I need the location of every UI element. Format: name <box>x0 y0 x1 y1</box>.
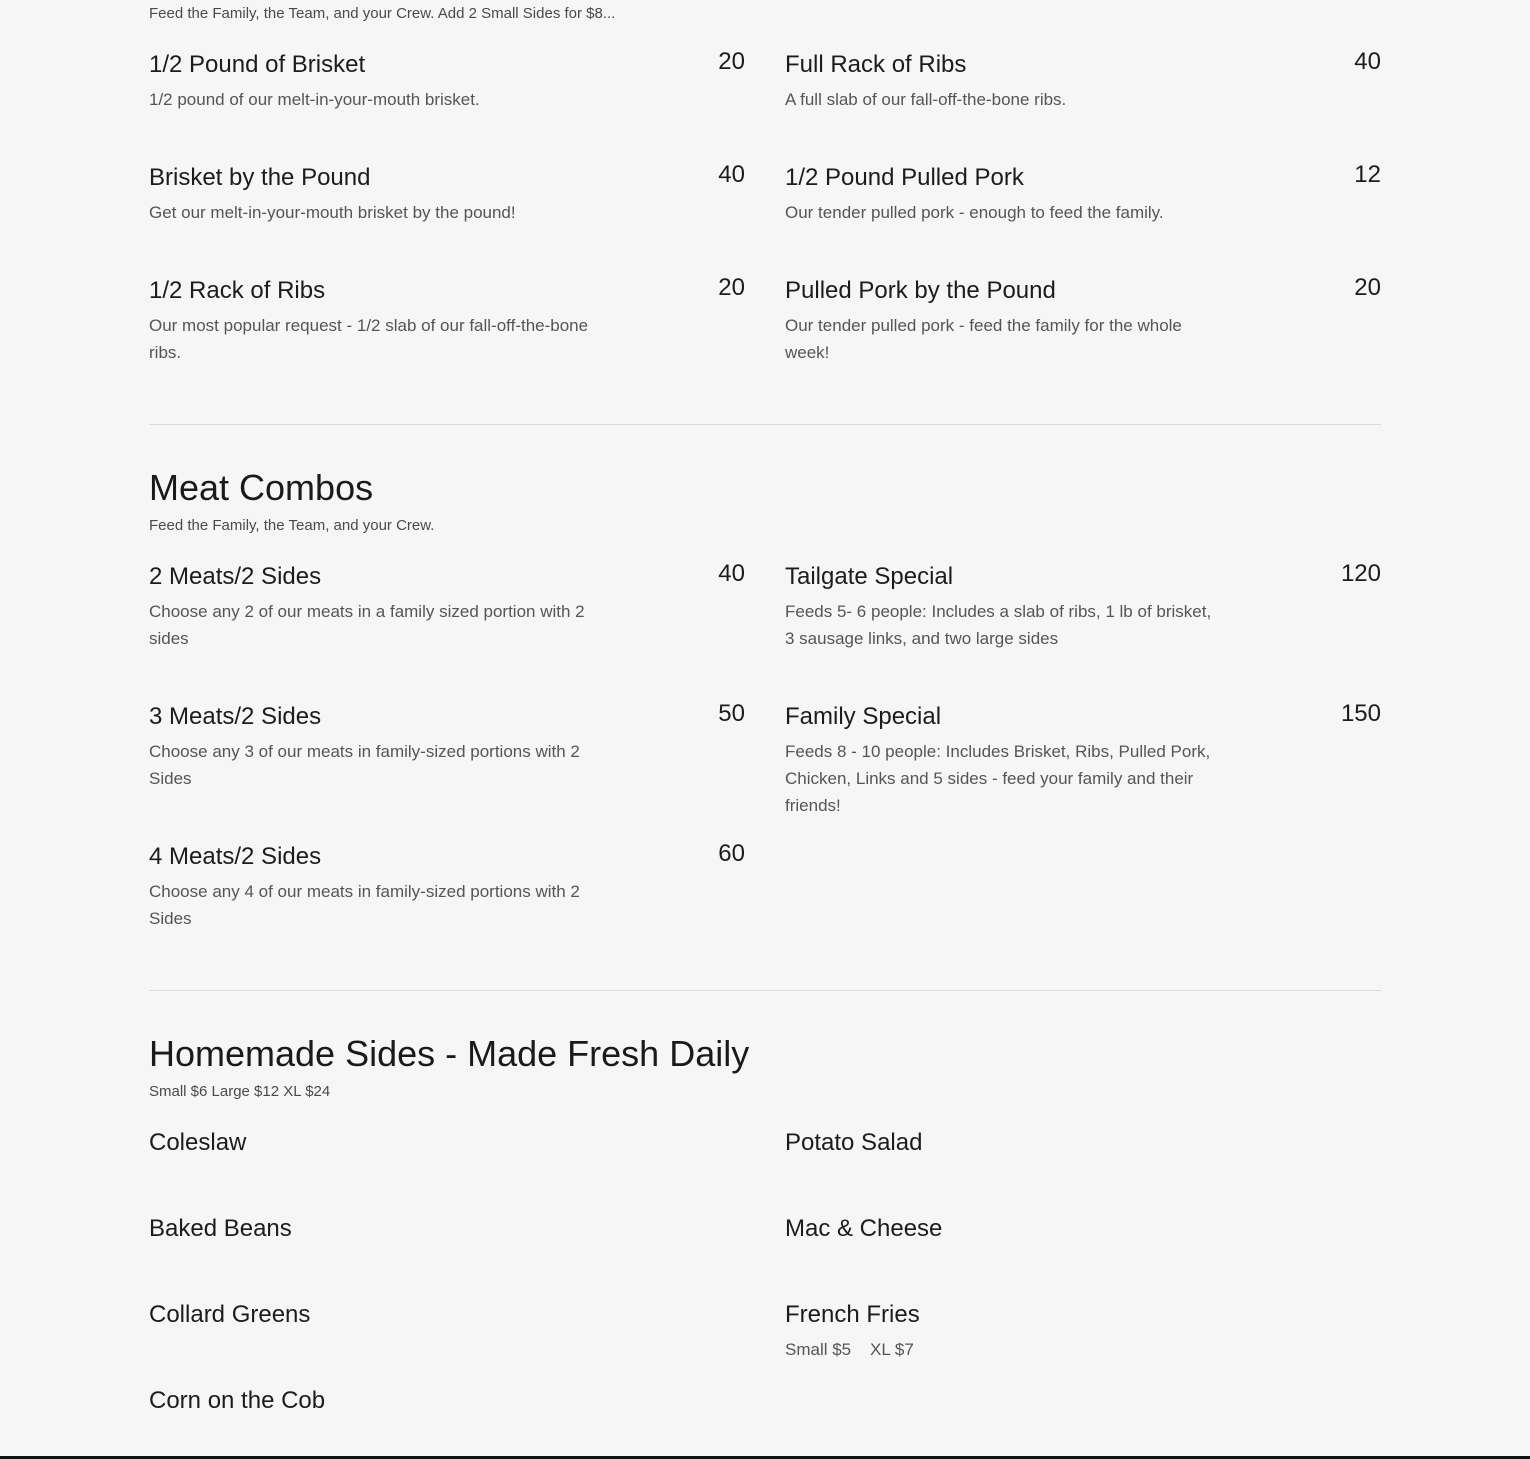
item-description: Choose any 3 of our meats in family-sized portions with 2 Sides <box>149 742 580 788</box>
section-divider <box>149 424 1381 425</box>
item-name: French Fries <box>785 1301 920 1328</box>
item-name: 3 Meats/2 Sides <box>149 703 322 730</box>
item-price: 40 <box>1354 48 1381 75</box>
menu-item[interactable] <box>149 1300 745 1330</box>
item-description: Our tender pulled pork - feed the family for the whole week! <box>785 316 1182 362</box>
item-price: 20 <box>1354 274 1381 301</box>
item-description: Our tender pulled pork - enough to feed the family. <box>785 203 1164 222</box>
item-name: Mac & Cheese <box>785 1215 943 1242</box>
item-name: Collard Greens <box>149 1301 311 1328</box>
item-description: 1/2 pound of our melt-in-your-mouth brisket. <box>149 90 480 109</box>
item-price: 150 <box>1340 700 1381 727</box>
item-name: Corn on the Cob <box>149 1387 326 1414</box>
item-name: Potato Salad <box>785 1129 923 1156</box>
menu-item[interactable] <box>785 702 1381 819</box>
menu-item[interactable] <box>149 1214 745 1244</box>
item-description: Our most popular request - 1/2 slab of our fall-off-the-bone ribs. <box>149 316 589 362</box>
section-description: Small $6 Large $12 XL $24 <box>149 1083 331 1100</box>
item-name: Family Special <box>785 703 942 730</box>
item-name: Pulled Pork by the Pound <box>785 277 1056 304</box>
item-name: 2 Meats/2 Sides <box>149 563 322 590</box>
menu-item[interactable] <box>785 1214 1381 1244</box>
menu-item[interactable] <box>149 1128 745 1158</box>
item-name: Coleslaw <box>149 1129 247 1156</box>
menu-item[interactable] <box>785 276 1381 366</box>
item-description: Feeds 5- 6 people: Includes a slab of ribs, 1 lb of brisket, 3 sausage links, and two large sides <box>785 602 1212 648</box>
item-name: 4 Meats/2 Sides <box>149 843 322 870</box>
menu-item[interactable] <box>149 1386 745 1416</box>
menu-item[interactable] <box>149 562 745 652</box>
menu-item[interactable] <box>785 163 1381 226</box>
item-price: 40 <box>718 560 745 587</box>
section-title: Meat Combos <box>149 467 374 508</box>
item-description: Choose any 2 of our meats in a family sized portion with 2 sides <box>149 602 585 648</box>
item-name: Full Rack of Ribs <box>785 51 967 78</box>
menu-item[interactable] <box>785 1128 1381 1158</box>
menu-item[interactable] <box>785 1300 1381 1363</box>
menu-item[interactable] <box>149 276 745 366</box>
section-description: Feed the Family, the Team, and your Crew. <box>149 517 435 534</box>
item-description: Get our melt-in-your-mouth brisket by the pound! <box>149 203 516 222</box>
item-name: Tailgate Special <box>785 563 954 590</box>
item-description: Choose any 4 of our meats in family-sized portions with 2 Sides <box>149 882 580 928</box>
menu-item[interactable] <box>149 50 745 113</box>
section-title: Homemade Sides - Made Fresh Daily <box>149 1033 750 1074</box>
menu-item[interactable] <box>149 163 745 226</box>
item-price: 20 <box>718 274 745 301</box>
menu-item[interactable] <box>785 50 1381 113</box>
item-price: 40 <box>718 161 745 188</box>
section-description: Feed the Family, the Team, and your Crew. Add 2 Small Sides for $8... <box>149 5 616 22</box>
item-name: 1/2 Pound of Brisket <box>149 51 366 78</box>
section-divider <box>149 990 1381 991</box>
item-price: 50 <box>718 700 745 727</box>
item-name: 1/2 Rack of Ribs <box>149 277 326 304</box>
item-name: Brisket by the Pound <box>149 164 371 191</box>
menu-item[interactable] <box>149 842 745 932</box>
item-price: 12 <box>1354 161 1381 188</box>
item-price: 60 <box>718 840 745 867</box>
item-description: Small $5 XL $7 <box>785 1340 914 1359</box>
menu-item[interactable] <box>149 702 745 792</box>
item-description: A full slab of our fall-off-the-bone ribs. <box>785 90 1067 109</box>
item-name: 1/2 Pound Pulled Pork <box>785 164 1024 191</box>
item-price: 120 <box>1340 560 1381 587</box>
item-name: Baked Beans <box>149 1215 292 1242</box>
item-price: 20 <box>718 48 745 75</box>
item-description: Feeds 8 - 10 people: Includes Brisket, Ribs, Pulled Pork, Chicken, Links and 5 sides - feed your family and their friends! <box>785 742 1211 815</box>
menu-item[interactable] <box>785 562 1381 652</box>
